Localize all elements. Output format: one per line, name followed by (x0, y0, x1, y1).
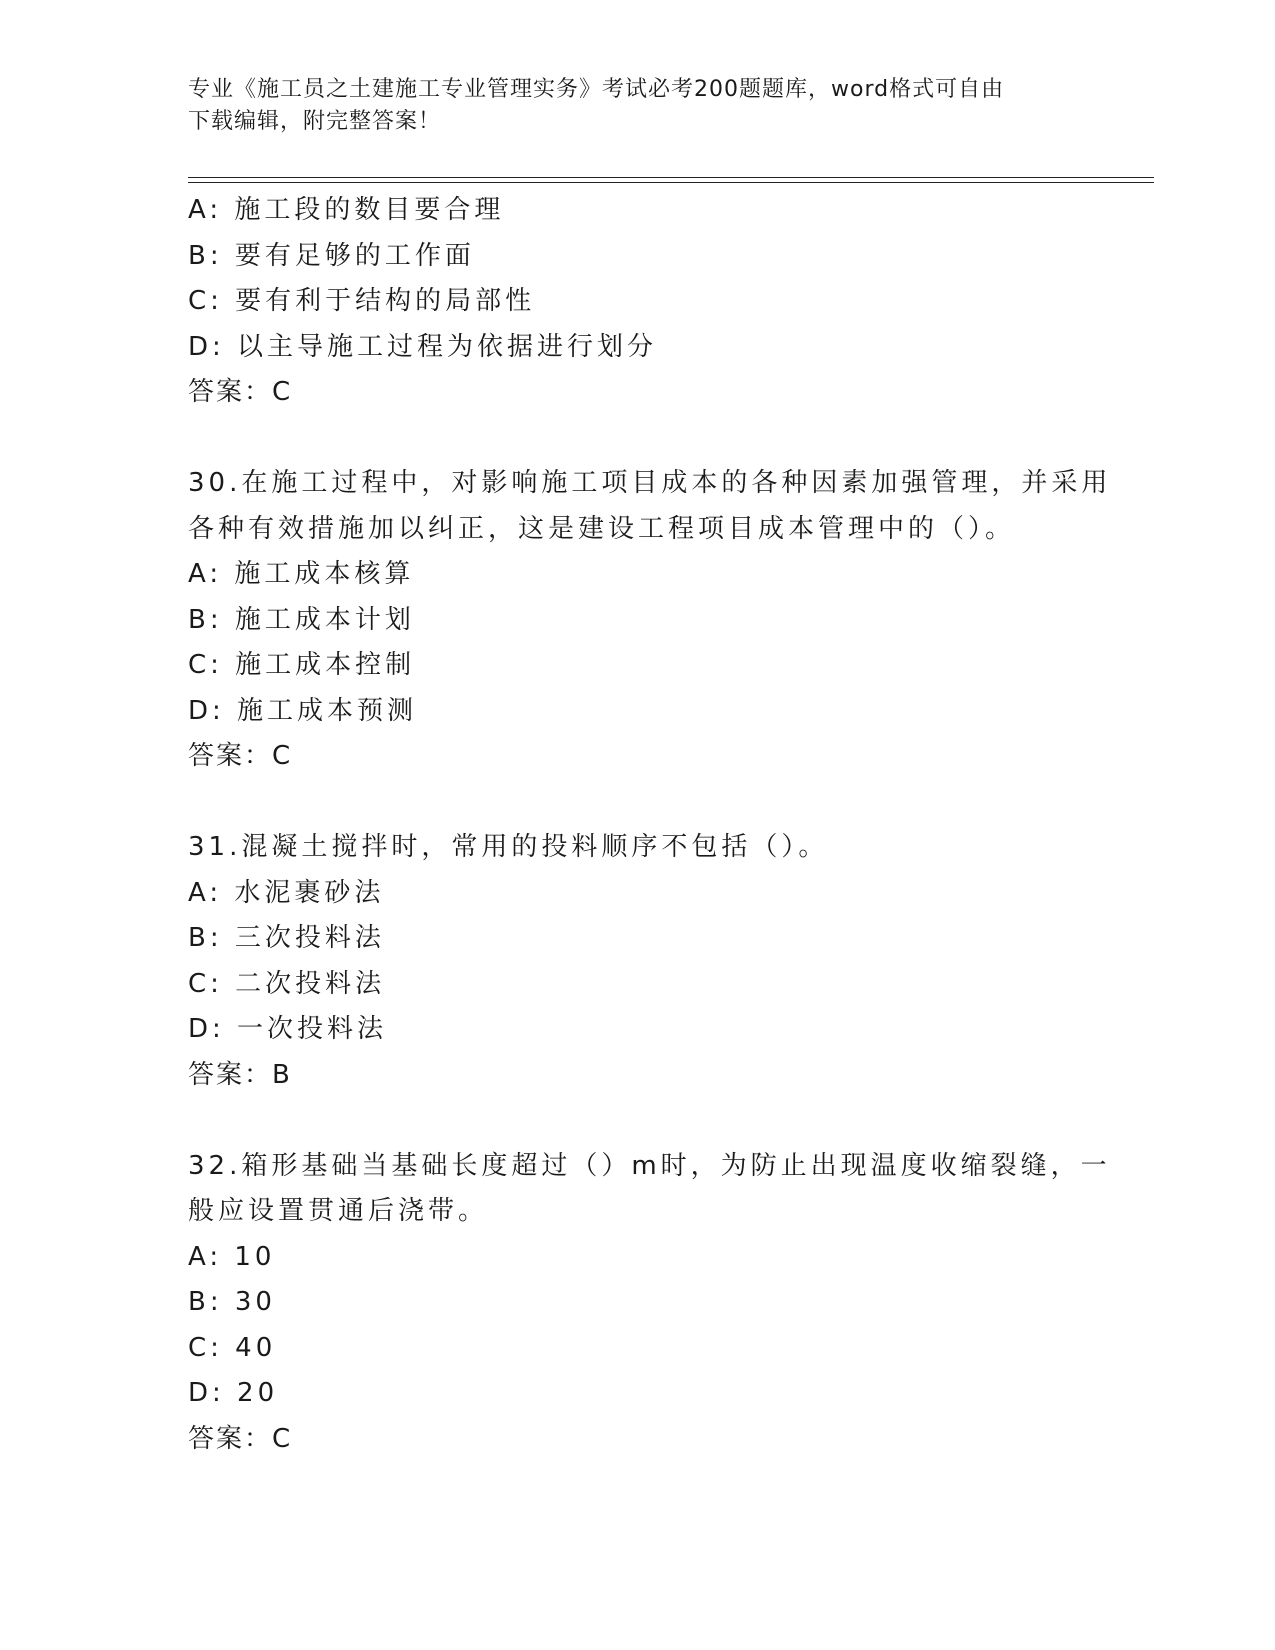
question-31 (188, 825, 1088, 1098)
option-b: B: 施工成本计划 (188, 604, 415, 635)
option-b: B: 要有足够的工作面 (188, 240, 475, 271)
header-line-1: 专业《施工员之土建施工专业管理实务》考试必考200题题库，word格式可自由 (188, 77, 1005, 102)
option-a: A: 10 (188, 1241, 276, 1272)
option-d: D: 以主导施工过程为依据进行划分 (188, 331, 658, 362)
option-b: B: 30 (188, 1287, 276, 1317)
spacer (188, 416, 1088, 462)
option-d: D: 施工成本预测 (188, 695, 418, 726)
option-a: A: 施工成本核算 (188, 559, 415, 589)
answer: 答案：C (188, 1423, 293, 1454)
option-c: C: 要有利于结构的局部性 (188, 286, 536, 316)
option-c: C: 二次投料法 (188, 968, 386, 999)
question-list (188, 188, 1112, 1462)
question-stem-line-1: 30.在施工过程中，对影响施工项目成本的各种因素加强管理，并采用 (188, 468, 1112, 498)
question-stem-line-2: 般应设置贯通后浇带。 (188, 1196, 489, 1226)
option-c: C: 施工成本控制 (188, 650, 416, 680)
question-32 (188, 1144, 1111, 1463)
option-d: D: 20 (188, 1378, 279, 1408)
spacer (188, 780, 1088, 826)
question-stem-line-1: 31.混凝土搅拌时，常用的投料顺序不包括（）。 (188, 832, 829, 862)
header-rule-bottom (188, 182, 1154, 183)
answer: 答案：C (188, 377, 293, 407)
header-rule-top (188, 177, 1154, 178)
question-30 (188, 461, 1112, 780)
option-d: D: 一次投料法 (188, 1014, 388, 1044)
document-header (188, 74, 1088, 138)
option-a: A: 施工段的数目要合理 (188, 195, 505, 225)
option-b: B: 三次投料法 (188, 923, 385, 953)
question-stem-line-1: 32.箱形基础当基础长度超过（）m时，为防止出现温度收缩裂缝，一 (188, 1150, 1111, 1181)
header-line-2: 下载编辑，附完整答案！ (188, 109, 442, 134)
question-29-continued (188, 188, 1088, 416)
answer: 答案：C (188, 741, 293, 771)
spacer (188, 1098, 1088, 1144)
option-c: C: 40 (188, 1332, 277, 1363)
answer: 答案：B (188, 1059, 292, 1090)
option-a: A: 水泥裹砂法 (188, 877, 385, 908)
question-stem-line-2: 各种有效措施加以纠正，这是建设工程项目成本管理中的（）。 (188, 513, 1016, 544)
